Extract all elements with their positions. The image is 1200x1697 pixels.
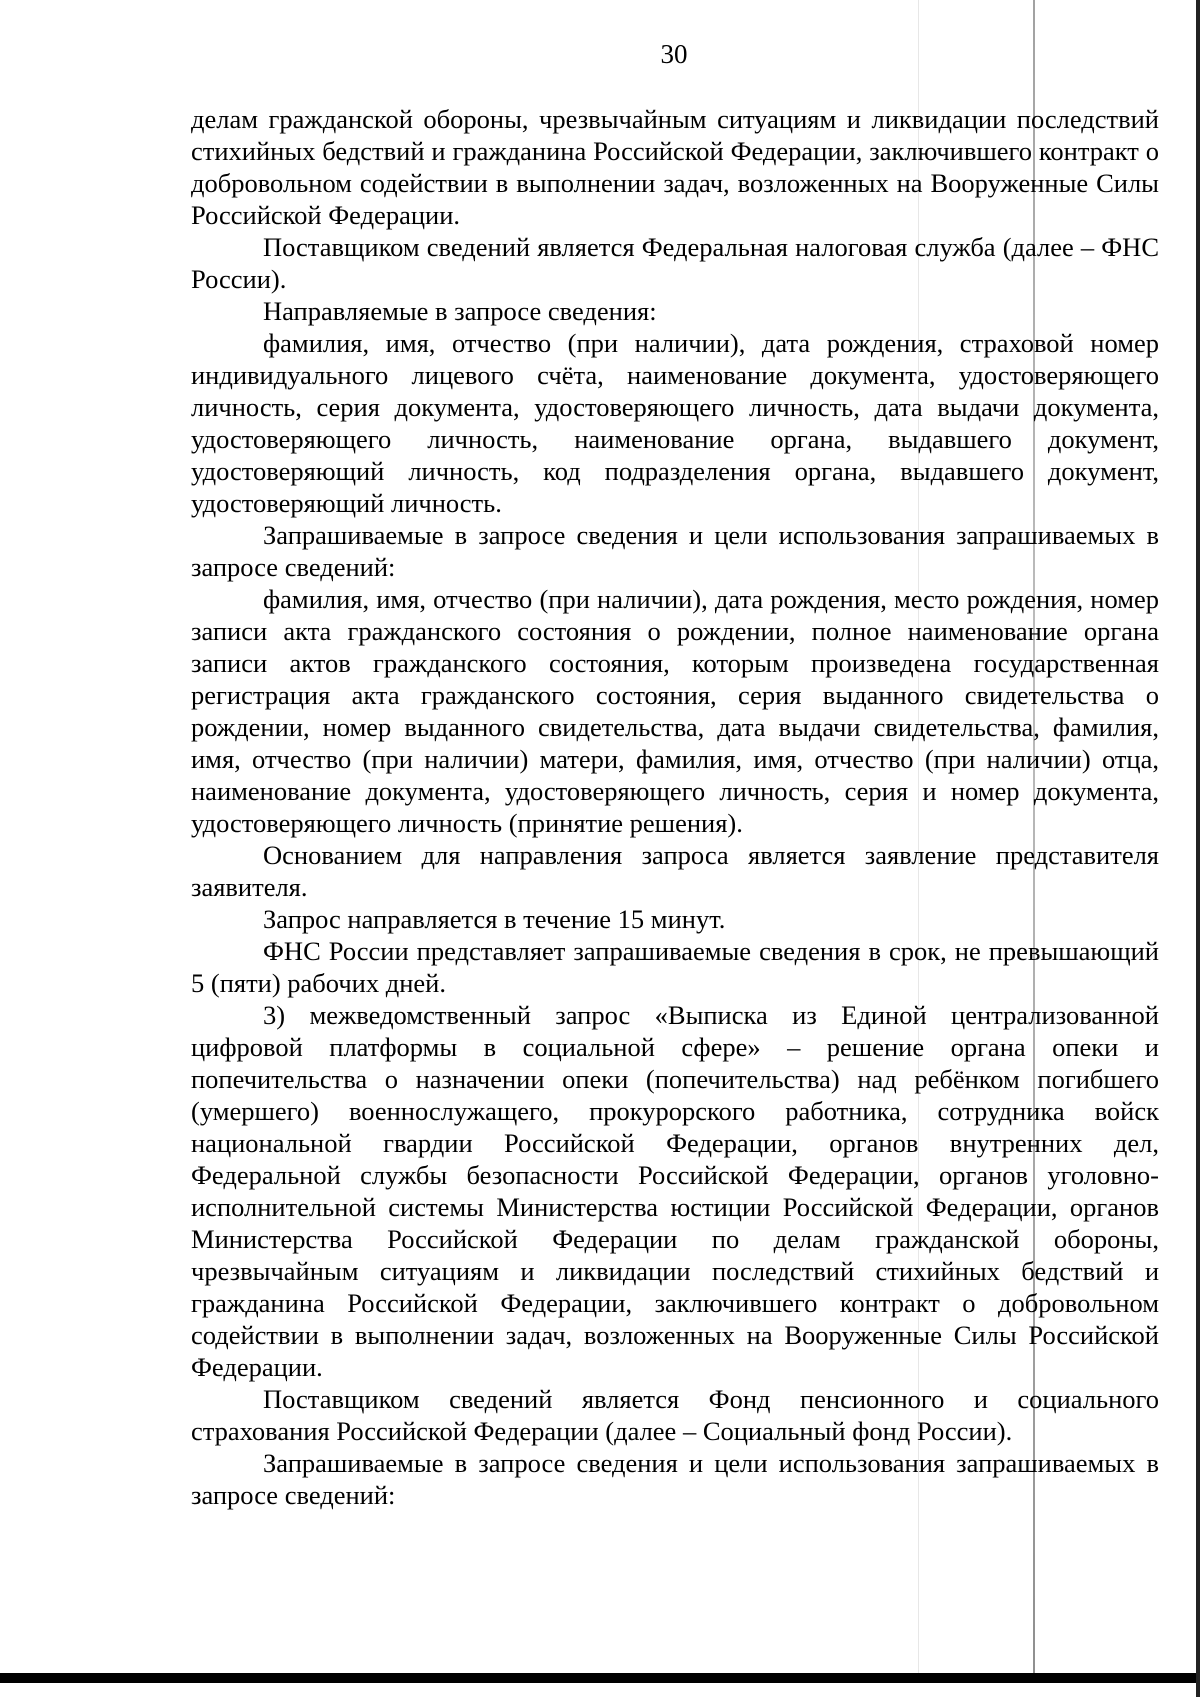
scan-border-right (1196, 0, 1200, 1697)
paragraph: Запрашиваемые в запросе сведения и цели использования запрашиваемых в запросе сведений: (191, 1448, 1159, 1510)
paragraph: ФНС России представляет запрашиваемые сведения в срок, не превышающий 5 (пяти) рабочих дней. (191, 936, 1159, 998)
paragraph: фамилия, имя, отчество (при наличии), дата рождения, место рождения, номер записи акта гражданского состояния о рождении, полное наименование органа записи актов гражданского состояния, которым произведена государственная регистрация акта гражданского состояния, серия выданного свидетельства о рождении, номер выданного свидетельства, дата выдачи свидетельства, фамилия, имя, отчество (при наличии) матери, фамилия, имя, отчество (при наличии) отца, наименование документа, удостоверяющего личность, серия и номер документа, удостоверяющего личность (принятие решения). (191, 584, 1159, 838)
paragraph: Поставщиком сведений является Федеральная налоговая служба (далее – ФНС России). (191, 232, 1159, 294)
page-number (0, 38, 1200, 70)
paragraph: делам гражданской обороны, чрезвычайным ситуациям и ликвидации последствий стихийных бедствий и гражданина Российской Федерации, заключившего контракт о добровольном содействии в выполнении задач, возложенных на Вооруженные Силы Российской Федерации. (191, 104, 1159, 230)
document-body (191, 103, 1159, 1511)
paragraph: Запрос направляется в течение 15 минут. (263, 904, 726, 934)
paragraph: Поставщиком сведений является Фонд пенсионного и социального страхования Российской Федерации (далее – Социальный фонд России). (191, 1384, 1159, 1446)
paragraph: Запрашиваемые в запросе сведения и цели использования запрашиваемых в запросе сведений: (191, 520, 1159, 582)
paragraph: 3) межведомственный запрос «Выписка из Единой централизованной цифровой платформы в социальной сфере» – решение органа опеки и попечительства о назначении опеки (попечительства) над ребёнком погибшего (умершего) военнослужащего, прокурорского работника, сотрудника войск национальной гвардии Российской Федерации, органов внутренних дел, Федеральной службы безопасности Российской Федерации, органов уголовно-исполнительной системы Министерства юстиции Российской Федерации, органов Министерства Российской Федерации по делам гражданской обороны, чрезвычайным ситуациям и ликвидации последствий стихийных бедствий и гражданина Российской Федерации, заключившего контракт о добровольном содействии в выполнении задач, возложенных на Вооруженные Силы Российской Федерации. (191, 1000, 1159, 1382)
scan-border-bottom (0, 1673, 1200, 1683)
paragraph: Основанием для направления запроса является заявление представителя заявителя. (191, 840, 1159, 902)
paragraph: Направляемые в запросе сведения: (263, 296, 657, 326)
page-number-text: 30 (660, 39, 688, 69)
paragraph: фамилия, имя, отчество (при наличии), дата рождения, страховой номер индивидуального лицевого счёта, наименование документа, удостоверяющего личность, серия документа, удостоверяющего личность, дата выдачи документа, удостоверяющего личность, наименование органа, выдавшего документ, удостоверяющий личность, код подразделения органа, выдавшего документ, удостоверяющий личность. (191, 328, 1159, 518)
